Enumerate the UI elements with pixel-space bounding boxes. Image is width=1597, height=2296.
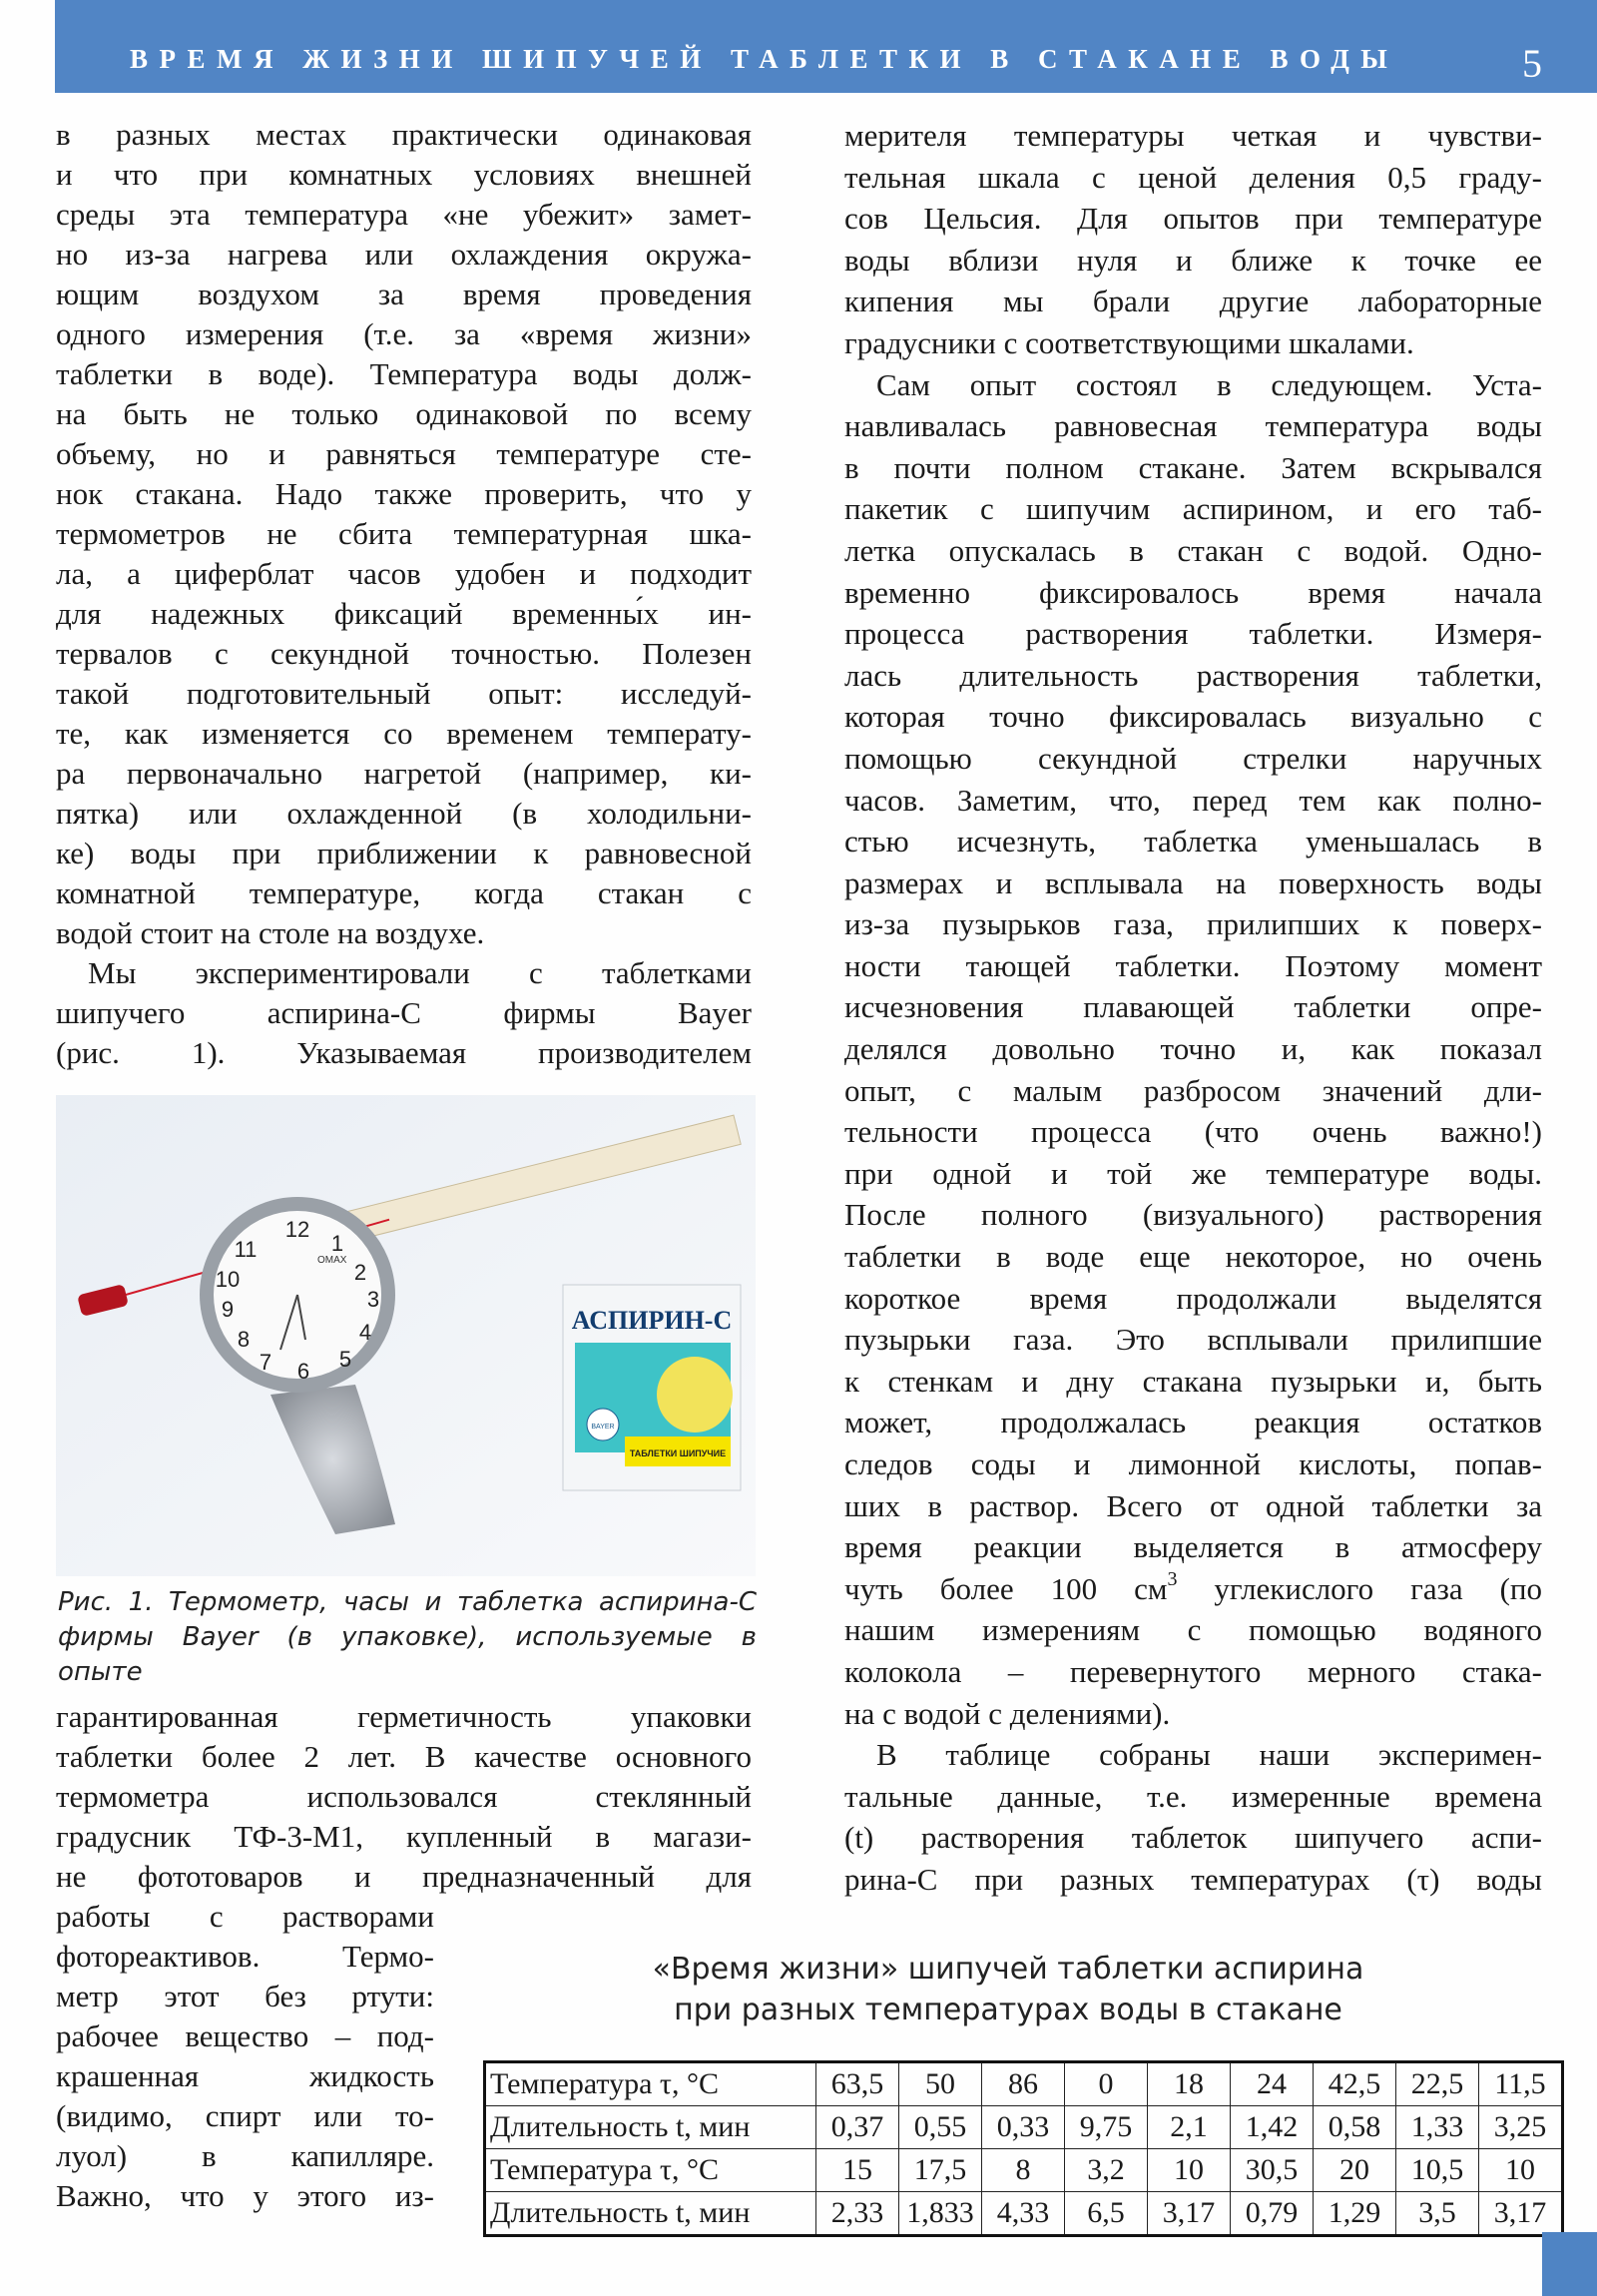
table-cell: 2,33: [816, 2192, 899, 2236]
text-line: при одной и той же температуре воды.: [844, 1155, 1542, 1191]
aspirin-package: [563, 1285, 741, 1490]
table-cell: 10,5: [1396, 2149, 1479, 2192]
text-line: сов Цельсия. Для опытов при температуре: [844, 201, 1542, 237]
table-cell: 0,37: [816, 2106, 899, 2149]
table-row: [485, 2192, 1563, 2236]
table-cell: 3,25: [1479, 2106, 1563, 2149]
table-cell: 50: [899, 2062, 982, 2106]
text-line: такой подготовительный опыт: исследуй-: [56, 676, 752, 711]
caption-line: Рис. 1. Термометр, часы и таблетка аспирина-С: [58, 1587, 757, 1617]
text-line: из-за пузырьков газа, прилипших к поверх-: [844, 906, 1542, 942]
text-line: летка опускалась в стакан с водой. Одно-: [844, 532, 1542, 568]
text-line: стью исчезнуть, таблетка уменьшалась в: [844, 824, 1542, 860]
table-cell: 0,55: [899, 2106, 982, 2149]
table-row: [485, 2149, 1563, 2192]
text-line: таблетки в воде еще некоторое, но очень: [844, 1239, 1542, 1275]
svg-text:9: 9: [221, 1297, 235, 1322]
text-line: может, продолжалась реакция остатков: [844, 1405, 1542, 1440]
table-cell: 1,33: [1396, 2106, 1479, 2149]
text-line: Сам опыт состоял в следующем. Уста-: [876, 366, 1542, 402]
row-label: Температура τ, °C: [485, 2062, 816, 2106]
svg-text:10: 10: [215, 1267, 241, 1292]
table-cell: 3,17: [1148, 2192, 1231, 2236]
text-line: помощью секундной стрелки наручных: [844, 740, 1542, 776]
text-line: метр этот без ртути:: [56, 1979, 434, 2013]
text-line: работы с растворами: [56, 1899, 434, 1934]
superscript: 3: [1167, 1567, 1178, 1590]
text-line: время реакции выделяется в атмосферу: [844, 1529, 1542, 1565]
table-cell: 17,5: [899, 2149, 982, 2192]
svg-text:11: 11: [234, 1237, 258, 1262]
text-line: нашим измерениям с помощью водяного: [844, 1612, 1542, 1648]
text-line: таблетки более 2 лет. В качестве основного: [56, 1739, 752, 1774]
text-line: Мы экспериментировали с таблетками: [88, 955, 752, 990]
text-line: ших в раствор. Всего от одной таблетки за: [844, 1487, 1542, 1523]
text-line: градусник ТФ-3-М1, купленный в магази-: [56, 1819, 752, 1854]
table-cell: 1,42: [1231, 2106, 1314, 2149]
text-line: воды вблизи нуля и ближе к точке ее: [844, 242, 1542, 278]
svg-text:3: 3: [366, 1287, 380, 1312]
text-line: и что при комнатных условиях внешней: [56, 157, 752, 192]
table-cell: 10: [1148, 2149, 1231, 2192]
table-cell: 30,5: [1231, 2149, 1314, 2192]
text-line: (рис. 1). Указываемая производителем: [56, 1035, 752, 1070]
package-maker: BAYER: [591, 1424, 615, 1431]
table-cell: 1,29: [1314, 2192, 1396, 2236]
text-line: размерах и всплывала на поверхность воды: [844, 864, 1542, 900]
text-line: колокола – перевернутого мерного стака-: [844, 1653, 1542, 1689]
table-title-line: «Время жизни» шипучей таблетки аспирина: [652, 1952, 1364, 1987]
right-column: [844, 115, 1542, 1901]
text-line: ра первоначально нагретой (например, ки-: [56, 756, 752, 791]
text-line: к стенкам и дну стакана пузырьки и, быть: [844, 1363, 1542, 1399]
text-line: которая точно фиксировалась визуально с: [844, 699, 1542, 735]
svg-text:5: 5: [338, 1347, 352, 1372]
text-line: крашенная жидкость: [56, 2058, 434, 2093]
table-cell: 22,5: [1396, 2062, 1479, 2106]
text-line: пузырьки газа. Это всплывали прилипшие: [844, 1322, 1542, 1358]
text-line: процесса растворения таблетки. Измеря-: [844, 616, 1542, 652]
table-cell: 24: [1231, 2062, 1314, 2106]
running-title: ВРЕМЯ ЖИЗНИ ШИПУЧЕЙ ТАБЛЕТКИ В СТАКАНЕ ВОДЫ: [130, 44, 1399, 74]
text-line: ности тающей таблетки. Поэтому момент: [844, 947, 1542, 983]
text-line: но из-за нагрева или охлаждения окружа-: [56, 237, 752, 272]
figure-caption: [58, 1585, 757, 1690]
text-line: среды эта температура «не убежит» замет-: [56, 197, 752, 232]
text-line: не фототоваров и предназначенный для: [56, 1859, 752, 1894]
text-line: те, как изменяется со временем температу-: [56, 716, 752, 751]
text-line: в почти полном стакане. Затем вскрывался: [844, 449, 1542, 485]
text-line: ющим воздухом за время проведения: [56, 277, 752, 311]
text-line: в разных местах практически одинаковая: [56, 117, 752, 152]
text-line: на быть не только одинаковой по всему: [56, 396, 752, 431]
svg-text:8: 8: [237, 1327, 251, 1352]
text-line: После полного (визуального) растворения: [844, 1197, 1542, 1233]
caption-line: фирмы Bayer (в упаковке), используемые в: [58, 1622, 757, 1652]
table-cell: 9,75: [1065, 2106, 1148, 2149]
svg-text:2: 2: [353, 1260, 367, 1285]
package-brand: АСПИРИН-С: [571, 1306, 733, 1335]
text-line: тальные данные, т.е. измеренные времена: [844, 1778, 1542, 1814]
text-line: ке) воды при приближении к равновесной: [56, 836, 752, 870]
svg-text:7: 7: [259, 1350, 272, 1375]
table-cell: 63,5: [816, 2062, 899, 2106]
text-line: мерителя температуры четкая и чувстви-: [844, 118, 1542, 153]
text-line: [844, 1568, 1542, 1610]
table-cell: 10: [1479, 2149, 1563, 2192]
row-label: Длительность t, мин: [485, 2106, 816, 2149]
row-label: Температура τ, °C: [485, 2149, 816, 2192]
running-header: [55, 0, 1597, 93]
data-table: [483, 2060, 1564, 2237]
text-line: тельности процесса (что очень важно!): [844, 1114, 1542, 1150]
text-line: тервалов с секундной точностью. Полезен: [56, 636, 752, 671]
text-line: кипения мы брали другие лабораторные: [844, 284, 1542, 319]
table-cell: 15: [816, 2149, 899, 2192]
table-cell: 3,17: [1479, 2192, 1563, 2236]
figure-photo: [56, 1095, 756, 1576]
text-line: термометра использовался стеклянный: [56, 1779, 752, 1814]
text-line: луол) в капилляре.: [56, 2138, 434, 2173]
table-cell: 86: [982, 2062, 1065, 2106]
svg-text:12: 12: [284, 1217, 310, 1242]
text-line: рина-С при разных температурах (τ) воды: [844, 1861, 1542, 1897]
text-line: короткое время продолжали выделятся: [844, 1280, 1542, 1316]
text-line: следов соды и лимонной кислоты, попав-: [844, 1446, 1542, 1481]
text-line: термометров не сбита температурная шка-: [56, 516, 752, 551]
page-number: 5: [1522, 41, 1542, 86]
table-title: [559, 1949, 1457, 2030]
text-line: водой стоит на столе на воздухе.: [56, 915, 485, 950]
table-cell: 6,5: [1065, 2192, 1148, 2236]
corner-accent: [1542, 2232, 1597, 2296]
table-cell: 1,833: [899, 2192, 982, 2236]
table-cell: 20: [1314, 2149, 1396, 2192]
text-line: делялся довольно точно и, как показал: [844, 1031, 1542, 1067]
table-row: [485, 2106, 1563, 2149]
text-line: Важно, что у этого из-: [56, 2178, 434, 2213]
text-line: для надежных фиксаций временны́х ин-: [56, 596, 752, 631]
text-line: ла, а циферблат часов удобен и подходит: [56, 556, 752, 591]
text-line: В таблице собраны наши эксперимен-: [876, 1737, 1542, 1773]
table-cell: 2,1: [1148, 2106, 1231, 2149]
text-line: (видимо, спирт или то-: [56, 2098, 434, 2133]
text-line: объему, но и равняться температуре сте-: [56, 436, 752, 471]
text-line: фотореактивов. Термо-: [56, 1939, 434, 1974]
package-label: ТАБЛЕТКИ ШИПУЧИЕ: [629, 1448, 727, 1458]
text-line: лась длительность растворения таблетки,: [844, 657, 1542, 693]
text-line: на с водой с делениями).: [844, 1695, 1171, 1731]
text-line: опыт, с малым разбросом значений дли-: [844, 1072, 1542, 1108]
text-line: (t) растворения таблеток шипучего аспи-: [844, 1820, 1542, 1856]
svg-text:4: 4: [358, 1320, 372, 1345]
text-line: рабочее вещество – под-: [56, 2018, 434, 2053]
text-line: пакетик с шипучим аспирином, и его таб-: [844, 491, 1542, 527]
text-line: навливалась равновесная температура воды: [844, 408, 1542, 444]
text-fragment: углекислого газа (по: [1177, 1570, 1542, 1606]
table-title-line: при разных температурах воды в стакане: [674, 1993, 1342, 2027]
text-line: градусники с соответствующими шкалами.: [844, 324, 1414, 360]
text-line: шипучего аспирина-С фирмы Bayer: [56, 995, 752, 1030]
table-cell: 0: [1065, 2062, 1148, 2106]
text-fragment: чуть более 100 см: [844, 1570, 1168, 1606]
text-line: часов. Заметим, что, перед тем как полно-: [844, 782, 1542, 818]
table-cell: 18: [1148, 2062, 1231, 2106]
text-line: нок стакана. Надо также проверить, что у: [56, 476, 752, 511]
svg-text:1: 1: [330, 1231, 344, 1256]
text-line: таблетки в воде). Температура воды долж-: [56, 356, 752, 391]
table-cell: 0,79: [1231, 2192, 1314, 2236]
table-cell: 0,58: [1314, 2106, 1396, 2149]
text-line: пятка) или охлажденной (в холодильни-: [56, 796, 752, 831]
left-column-top: [56, 115, 752, 1073]
text-line: одного измерения (т.е. за «время жизни»: [56, 316, 752, 351]
table-cell: 4,33: [982, 2192, 1065, 2236]
table-cell: 0,33: [982, 2106, 1065, 2149]
caption-line: опыте: [58, 1657, 143, 1687]
table-row: [485, 2062, 1563, 2106]
text-line: комнатной температуре, когда стакан с: [56, 875, 752, 910]
text-line: гарантированная герметичность упаковки: [56, 1699, 752, 1734]
watch-brand: OMAX: [317, 1255, 347, 1266]
text-line: исчезновения плавающей таблетки опре-: [844, 989, 1542, 1025]
table-cell: 3,5: [1396, 2192, 1479, 2236]
row-label: Длительность t, мин: [485, 2192, 816, 2236]
svg-text:6: 6: [296, 1359, 310, 1384]
table-cell: 11,5: [1479, 2062, 1563, 2106]
text-line: тельная шкала с ценой деления 0,5 граду-: [844, 159, 1542, 195]
text-line: временно фиксировалось время начала: [844, 574, 1542, 610]
table-cell: 42,5: [1314, 2062, 1396, 2106]
table-cell: 8: [982, 2149, 1065, 2192]
table-cell: 3,2: [1065, 2149, 1148, 2192]
